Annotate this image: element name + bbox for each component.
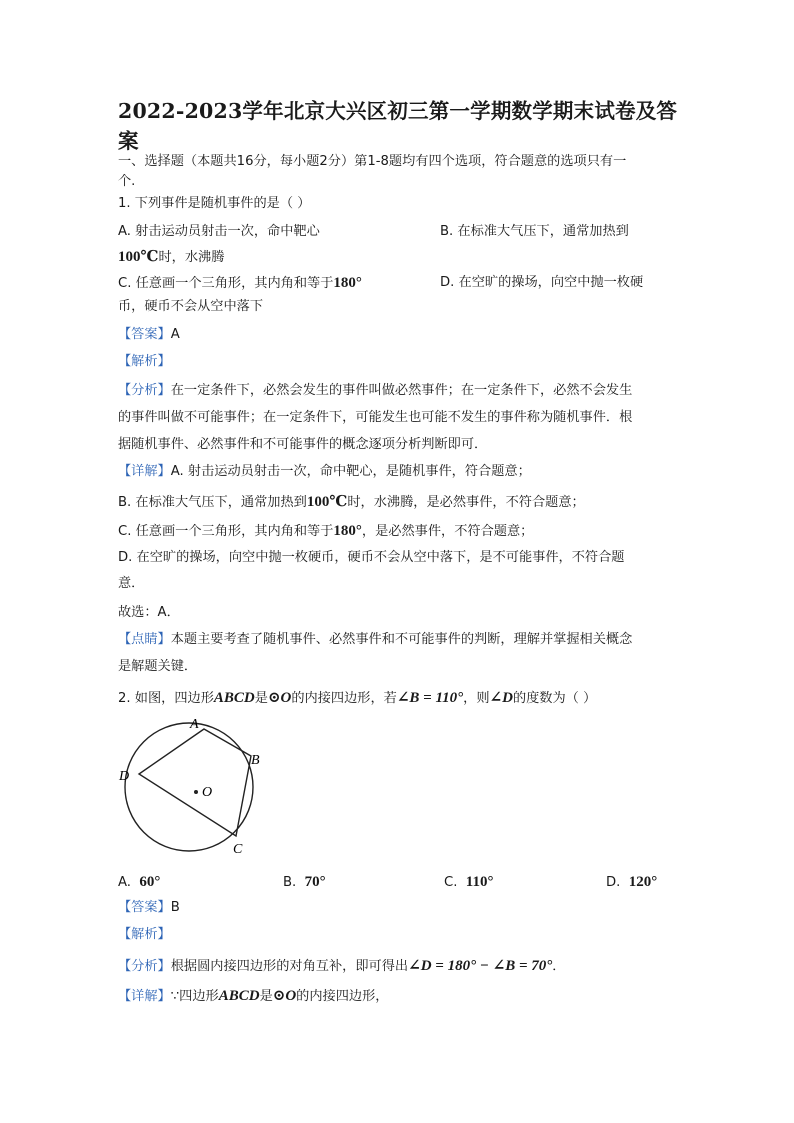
q2-option-d-value: 120° — [628, 874, 658, 890]
q2-option-b — [283, 872, 326, 893]
q1-dianjing-text: 本题主要考查了随机事件、必然事件和不可能事件的判断，理解并掌握相关概念 — [170, 632, 633, 647]
quadrilateral-abcd — [139, 729, 251, 836]
q2-detail-circle: ⊙O — [272, 988, 297, 1004]
q1-option-b: B. 在标准大气压下，通常加热到 — [440, 224, 629, 239]
q2-analysis-tag: 【解析】 — [118, 927, 171, 942]
q2-option-c — [444, 872, 493, 893]
q1-fenxi-tag: 【分析】 — [118, 383, 171, 398]
q2-answer-value: B — [170, 900, 180, 915]
q2-option-a — [118, 872, 160, 893]
q1-detail-b-post: 时，水沸腾，是必然事件，不符合题意； — [347, 495, 585, 510]
label-d: D — [119, 769, 130, 784]
q1-analysis-tag: 【解析】 — [118, 354, 171, 369]
q1-answer — [118, 325, 180, 345]
q1-dianjing — [118, 630, 632, 650]
q2-detail-post: 的内接四边形， — [296, 989, 389, 1004]
section-heading: 一、选择题（本题共16分，每小题2分）第1-8题均有四个选项，符合题意的选项只有一 — [118, 154, 627, 169]
q2-option-d — [606, 872, 657, 893]
q2-stem-mid2: 的内接四边形，若 — [291, 691, 397, 706]
q1-detail-a-text: A. 射击运动员射击一次，命中靶心，是随机事件，符合题意； — [170, 464, 531, 479]
q2-option-d-label: D. — [606, 875, 621, 890]
q1-detail-d: D. 在空旷的操场，向空中抛一枚硬币，硬币不会从空中落下，是不可能事件，不符合题 — [118, 550, 625, 565]
q2-figure — [112, 712, 272, 862]
q1-option-b-temp: 100℃ — [118, 249, 159, 265]
q2-detail-pre: ∵四边形 — [170, 989, 219, 1004]
q1-option-c-text: C. 任意画一个三角形，其内角和等于 — [118, 276, 334, 291]
q1-option-c-math: 180° — [333, 275, 362, 291]
q2-option-b-value: 70° — [304, 874, 326, 890]
q1-detail-c — [118, 521, 533, 542]
q1-choice: 故选：A． — [118, 605, 180, 620]
q2-stem-pre: 2. 如图，四边形 — [118, 691, 214, 706]
q1-detail-b — [118, 492, 585, 513]
section-heading-cont: 个. — [118, 174, 136, 189]
q2-fenxi-tag: 【分析】 — [118, 959, 171, 974]
q2-stem-mid1: 是 — [254, 691, 268, 706]
circle-o — [125, 723, 253, 851]
label-o: O — [202, 785, 213, 800]
q2-circle: ⊙O — [267, 690, 292, 706]
q1-detail-b-pre: B. 在标准大气压下，通常加热到 — [118, 495, 307, 510]
q1-dianjing-cont: 是解题关键． — [118, 659, 198, 674]
q1-fenxi-l3: 据随机事件、必然事件和不可能事件的概念逐项分析判断即可． — [118, 437, 488, 452]
center-point-o — [194, 790, 198, 794]
q2-option-c-value: 110° — [465, 874, 494, 890]
q1-fenxi — [118, 381, 632, 401]
q1-detail-c-math: 180° — [333, 523, 362, 539]
q2-option-c-label: C. — [444, 875, 458, 890]
label-b: B — [251, 753, 260, 768]
page-title: 2022-2023学年北京大兴区初三第一学期数学期末试卷及答案 — [118, 99, 678, 153]
q1-detail-c-pre: C. 任意画一个三角形，其内角和等于 — [118, 524, 334, 539]
q1-option-d-cont: 币，硬币不会从空中落下 — [118, 299, 264, 314]
q1-fenxi-text: 在一定条件下，必然会发生的事件叫做必然事件；在一定条件下，必然不会发生 — [170, 383, 633, 398]
q1-detail-c-post: ，是必然事件，不符合题意； — [361, 524, 534, 539]
q1-option-b-rest: 时，水沸腾 — [158, 250, 225, 265]
q2-quad: ABCD — [213, 690, 255, 706]
q2-fenxi-end: ． — [552, 959, 566, 974]
q2-fenxi-math: ∠D = 180° − ∠B = 70° — [408, 958, 553, 974]
q2-angle-b: ∠B = 110° — [396, 690, 464, 706]
q1-answer-tag: 【答案】 — [118, 327, 171, 342]
q2-fenxi-text: 根据圆内接四边形的对角互补，即可得出 — [170, 959, 409, 974]
q1-detail-tag: 【详解】 — [118, 464, 171, 479]
label-c: C — [233, 842, 243, 857]
q1-option-c — [118, 273, 362, 294]
q2-answer-tag: 【答案】 — [118, 900, 171, 915]
q1-detail-a — [118, 462, 531, 482]
q2-fenxi — [118, 956, 565, 977]
q2-detail-mid: 是 — [259, 989, 273, 1004]
q1-stem: 1. 下列事件是随机事件的是（ ） — [118, 196, 311, 211]
q1-dianjing-tag: 【点睛】 — [118, 632, 171, 647]
q1-answer-value: A — [170, 327, 180, 342]
q2-option-a-label: A. — [118, 875, 131, 890]
q2-stem-post: 的度数为（ ） — [512, 691, 597, 706]
q1-detail-b-temp: 100℃ — [306, 494, 348, 510]
q1-option-d: D. 在空旷的操场，向空中抛一枚硬 — [440, 275, 644, 290]
q2-detail — [118, 986, 388, 1007]
q2-stem — [118, 688, 596, 709]
q1-detail-d-cont: 意． — [118, 576, 145, 591]
q1-option-a: A. 射击运动员射击一次，命中靶心 — [118, 224, 320, 239]
label-a: A — [190, 717, 199, 732]
q2-detail-quad: ABCD — [218, 988, 260, 1004]
q1-option-b-cont — [118, 247, 224, 268]
q1-fenxi-l2: 的事件叫做不可能事件；在一定条件下，可能发生也可能不发生的事件称为随机事件．根 — [118, 410, 633, 425]
q2-stem-mid3: ，则 — [463, 691, 490, 706]
q2-answer — [118, 898, 180, 918]
q2-angle-d: ∠D — [489, 690, 513, 706]
q2-detail-tag: 【详解】 — [118, 989, 171, 1004]
q2-option-b-label: B. — [283, 875, 297, 890]
q2-option-a-value: 60° — [139, 874, 161, 890]
